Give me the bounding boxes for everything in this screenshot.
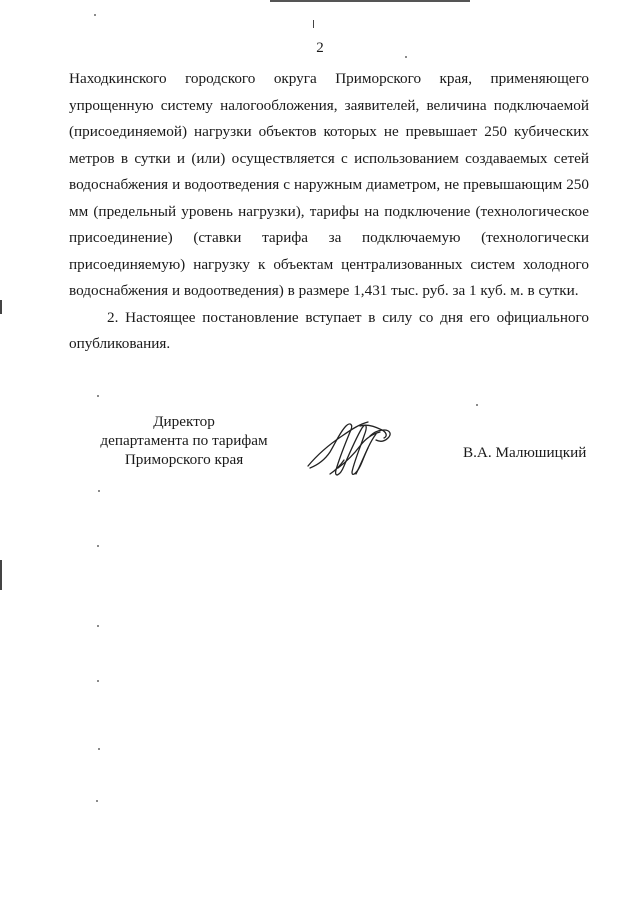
body-line: водоснабжения и водоотведения) в размере 1,431 тыс. руб. за 1 куб. м. в сутки. (69, 282, 579, 299)
signatory-title-line: Директор (153, 413, 215, 430)
signatory-title (84, 412, 284, 469)
signatory-name: В.А. Малюшицкий (463, 444, 587, 461)
scan-dot (98, 490, 100, 492)
signatory-title-line: Приморского края (124, 451, 244, 468)
body-line: (присоединяемой) нагрузки объектов которых не превышает 250 кубических (69, 123, 589, 140)
scan-dot (96, 800, 98, 802)
page-number: 2 (316, 40, 324, 56)
scan-mark (0, 300, 2, 314)
body-line: присоединение) (ставки тарифа за подключаемую (технологически (69, 229, 589, 246)
body-line: мм (предельный уровень нагрузки), тарифы на подключение (технологическое (69, 202, 589, 220)
body-line: присоединяемую) нагрузку к объектам централизованных систем холодного (69, 255, 589, 273)
scan-dot (97, 680, 99, 682)
handwritten-signature (300, 408, 400, 488)
scan-mark (0, 560, 2, 590)
scan-dot (94, 14, 96, 16)
scan-dot (476, 404, 478, 406)
scan-dot (97, 625, 99, 627)
body-line: Находкинского городского округа Приморского края, применяющего (69, 70, 589, 87)
scan-edge-line (270, 0, 470, 2)
body-line: упрощенную систему налогообложения, заявителей, величина подключаемой (69, 96, 589, 114)
scan-dot (97, 395, 99, 397)
document-body (69, 66, 589, 358)
body-line: водоснабжения и водоотведения с наружным диаметром, не превышающим 250 (69, 176, 589, 193)
scan-dot (97, 545, 99, 547)
scan-dot (98, 748, 100, 750)
paragraph-2-line: опубликования. (69, 335, 171, 352)
scan-mark (313, 20, 314, 28)
signatory-title-line: департамента по тарифам (100, 432, 268, 449)
body-line: метров в сутки и (или) осуществляется с использованием создаваемых сетей (69, 149, 589, 167)
paragraph-2-line: 2. Настоящее постановление вступает в силу со дня его официального (107, 308, 589, 326)
